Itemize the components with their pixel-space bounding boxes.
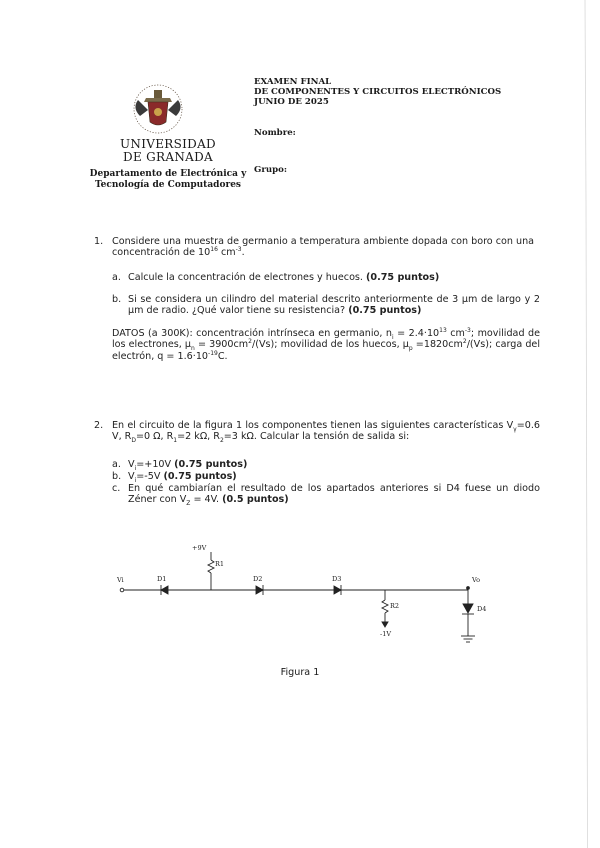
label-d2: D2 [253,575,263,583]
nombre-label: Nombre: [254,128,296,138]
scan-edge-line [555,0,595,848]
d1-diode [161,586,168,594]
exam-title [254,77,501,107]
label-d4: D4 [477,605,487,613]
r2-resistor [382,600,388,613]
q1-intro: Considere una muestra de germanio a temperatura ambiente dopada con boro con una concentración de $10^{16}$ $cm^{-3}$. [112,236,535,259]
circuit-figure [110,540,510,660]
exam-line2: DE COMPONENTES Y CIRCUITOS ELECTRÓNICOS [254,87,502,97]
vi-terminal [120,588,124,592]
university-line2: DE GRANADA [123,150,213,164]
exam-line3: JUNIO DE 2025 [254,97,329,107]
university-name [100,138,236,164]
q1-datos: DATOS (a 300K): concentración intrínseca en germanio, $n_i = 2.4\cdot 10^{13}$ $cm^{-3}$; movilidad de los electrones, $\mu_n = 3900cm^2/(Vs)$; movilidad de los huecos, $\mu_p =1820cm^2/(Vs)$; carga del electrón, $q = 1.6\cdot 10^{-19}C$. [112,326,540,362]
university-crest-icon [126,82,190,136]
minus1v-arrow [382,622,388,627]
figure-caption: Figura 1 [280,667,320,678]
department-line2: Tecnología de Computadores [94,180,241,190]
q1-number: 1. [94,236,104,247]
label-vi: Vi [117,576,124,584]
label-r1: R1 [215,560,225,568]
label-d3: D3 [332,575,342,583]
q2-number: 2. [94,420,104,431]
exam-line1: EXAMEN FINAL [254,77,332,87]
department-name [88,169,248,191]
label-r2: R2 [390,602,400,610]
q2-intro: En el circuito de la figura 1 los componentes tienen las siguientes características $V_\gamma=0.6$ V, $R_D=0$ Ω, $R_1=2$ kΩ, $R_2=3$ kΩ. Calcular la tensión de salida si: [112,420,540,445]
department-line1: Departamento de Electrónica y [89,169,247,179]
university-line1: UNIVERSIDAD [120,137,216,151]
grupo-label: Grupo: [254,165,288,175]
d2-diode [256,586,263,594]
d4-diode [463,604,473,613]
vo-terminal [467,587,470,590]
label-vo: Vo [472,576,481,584]
label-plus9v: +9V [192,544,207,552]
d3-diode [334,586,341,594]
r1-resistor [208,560,214,573]
label-minus1v: -1V [380,630,392,638]
label-d1: D1 [157,575,167,583]
